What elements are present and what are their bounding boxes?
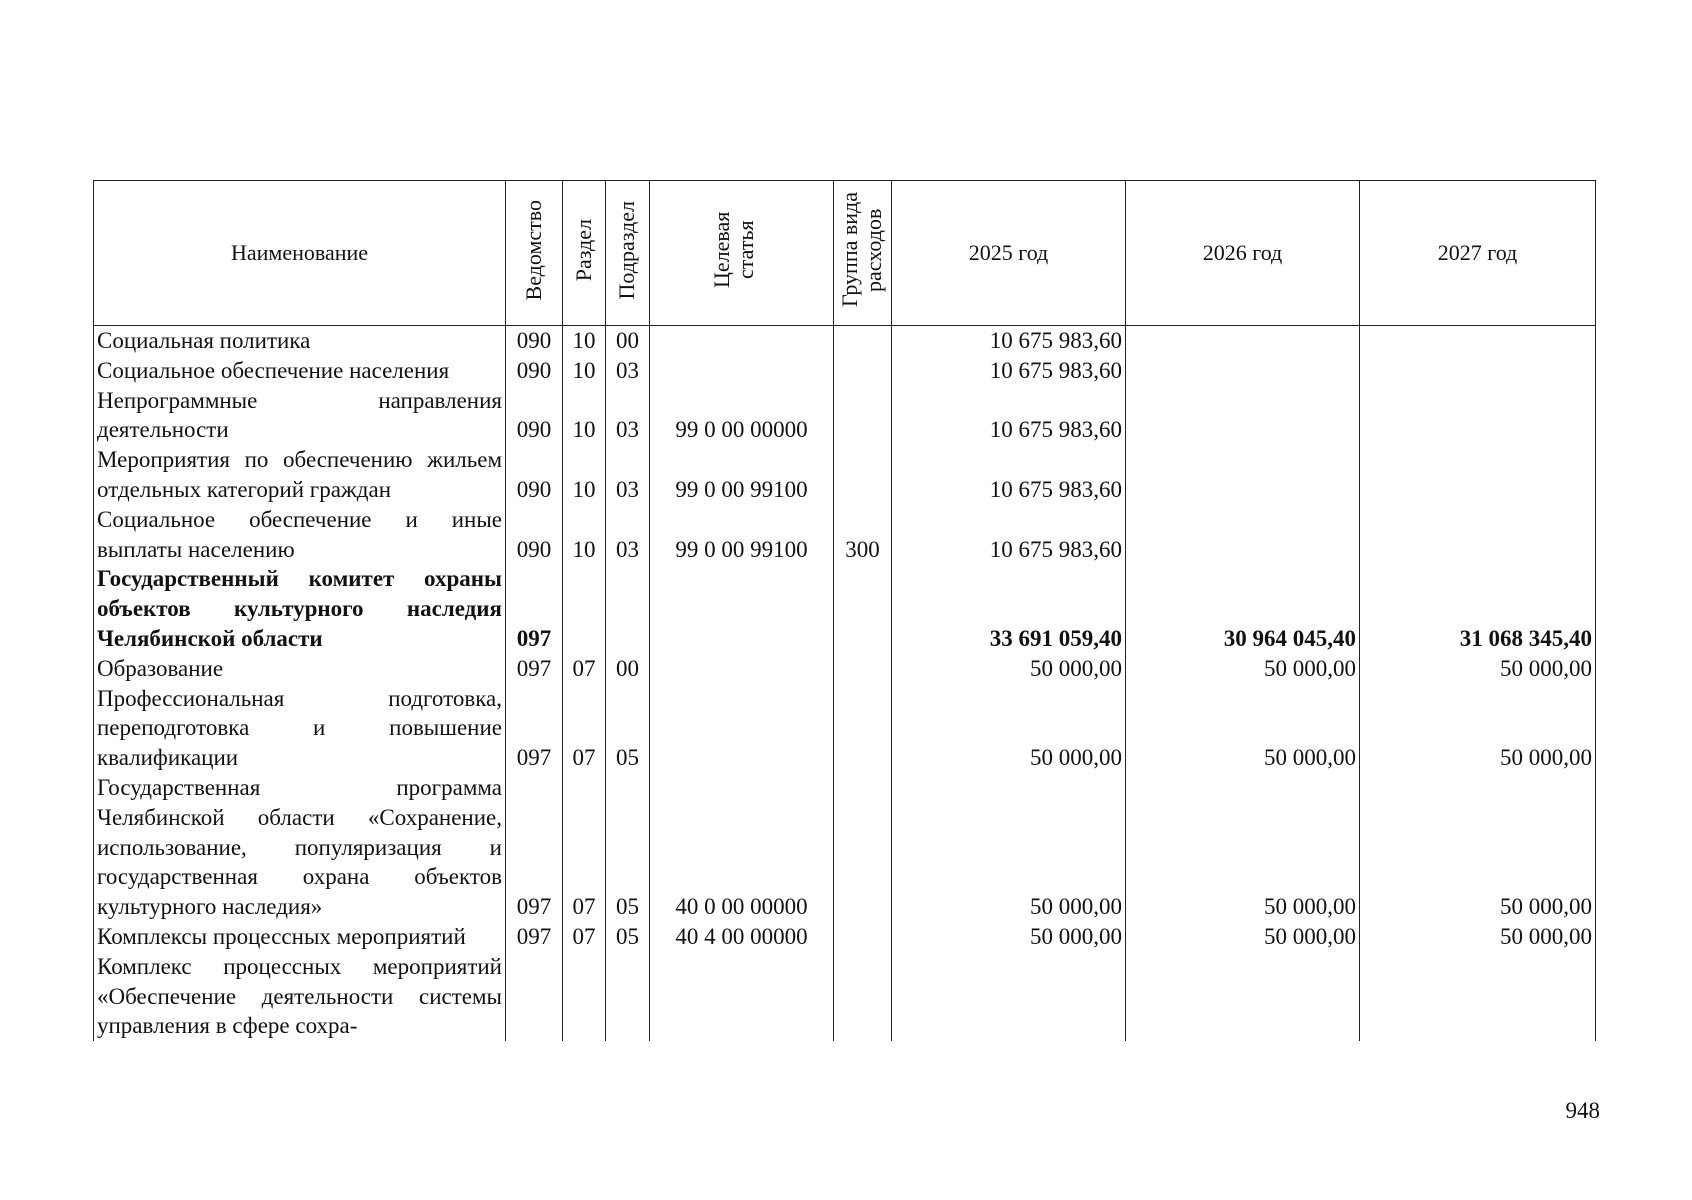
row-celevaya — [650, 684, 834, 773]
row-2025: 10 675 983,60 — [892, 326, 1126, 356]
row-razdel: 07 — [563, 773, 606, 922]
row-2026: 50 000,00 — [1126, 654, 1360, 684]
row-celevaya — [650, 952, 834, 1041]
row-podrazdel: 05 — [606, 922, 650, 952]
row-podrazdel: 03 — [606, 445, 650, 505]
row-name: Комплексы процессных мероприятий — [94, 922, 506, 952]
header-razdel: Раздел — [563, 181, 606, 326]
row-ved — [506, 952, 563, 1041]
table-row — [94, 445, 1596, 505]
row-razdel: 10 — [563, 356, 606, 386]
row-2027: 50 000,00 — [1360, 922, 1596, 952]
table-header-row — [94, 181, 1596, 326]
row-2025: 10 675 983,60 — [892, 505, 1126, 565]
row-2027 — [1360, 386, 1596, 446]
row-podrazdel — [606, 564, 650, 653]
row-ved: 097 — [506, 684, 563, 773]
header-celevaya: Целевая статья — [650, 181, 834, 326]
row-2026: 50 000,00 — [1126, 684, 1360, 773]
row-gruppa — [834, 773, 892, 922]
row-razdel: 07 — [563, 654, 606, 684]
row-razdel: 10 — [563, 445, 606, 505]
row-2026: 50 000,00 — [1126, 922, 1360, 952]
header-gruppa: Группа вида расходов — [834, 181, 892, 326]
row-2025: 10 675 983,60 — [892, 356, 1126, 386]
row-gruppa — [834, 952, 892, 1041]
row-2025: 50 000,00 — [892, 922, 1126, 952]
table-row — [94, 773, 1596, 922]
row-razdel: 07 — [563, 922, 606, 952]
row-2027 — [1360, 326, 1596, 356]
row-celevaya — [650, 564, 834, 653]
row-2027: 50 000,00 — [1360, 654, 1596, 684]
row-ved: 090 — [506, 326, 563, 356]
table-row — [94, 386, 1596, 446]
row-podrazdel: 00 — [606, 326, 650, 356]
row-gruppa — [834, 326, 892, 356]
budget-table — [93, 180, 1596, 1041]
row-ved: 090 — [506, 356, 563, 386]
row-2026: 30 964 045,40 — [1126, 564, 1360, 653]
table-row — [94, 684, 1596, 773]
row-2025: 10 675 983,60 — [892, 386, 1126, 446]
header-2027: 2027 год — [1360, 181, 1596, 326]
row-name: Мероприятия по обеспечению жильем отдельных категорий граждан — [94, 445, 506, 505]
row-2027 — [1360, 952, 1596, 1041]
header-2025: 2025 год — [892, 181, 1126, 326]
row-2025 — [892, 952, 1126, 1041]
row-gruppa — [834, 386, 892, 446]
row-2026 — [1126, 356, 1360, 386]
row-2026 — [1126, 326, 1360, 356]
row-2027: 50 000,00 — [1360, 684, 1596, 773]
header-podrazdel: Подраздел — [606, 181, 650, 326]
row-celevaya — [650, 356, 834, 386]
row-2027: 31 068 345,40 — [1360, 564, 1596, 653]
row-razdel: 10 — [563, 386, 606, 446]
row-podrazdel: 03 — [606, 505, 650, 565]
row-celevaya: 99 0 00 99100 — [650, 445, 834, 505]
header-2026: 2026 год — [1126, 181, 1360, 326]
table-row — [94, 654, 1596, 684]
row-gruppa — [834, 356, 892, 386]
row-name: Государственный комитет охраны объектов культурного наследия Челябинской области — [94, 564, 506, 653]
row-ved: 097 — [506, 564, 563, 653]
row-name: Государственная программа Челябинской области «Сохранение, использование, популяризация и государственная охрана объектов культурного наследия» — [94, 773, 506, 922]
row-gruppa: 300 — [834, 505, 892, 565]
row-ved: 090 — [506, 386, 563, 446]
row-gruppa — [834, 654, 892, 684]
row-2026 — [1126, 445, 1360, 505]
row-2027 — [1360, 356, 1596, 386]
row-podrazdel: 03 — [606, 386, 650, 446]
row-razdel — [563, 564, 606, 653]
row-2025: 50 000,00 — [892, 684, 1126, 773]
row-celevaya: 99 0 00 00000 — [650, 386, 834, 446]
row-2026 — [1126, 505, 1360, 565]
row-podrazdel: 05 — [606, 684, 650, 773]
row-razdel: 10 — [563, 326, 606, 356]
row-podrazdel: 05 — [606, 773, 650, 922]
row-name: Социальное обеспечение населения — [94, 356, 506, 386]
row-celevaya: 40 4 00 00000 — [650, 922, 834, 952]
row-2025: 33 691 059,40 — [892, 564, 1126, 653]
row-ved: 097 — [506, 773, 563, 922]
row-2026 — [1126, 386, 1360, 446]
row-gruppa — [834, 564, 892, 653]
row-name: Социальная политика — [94, 326, 506, 356]
row-2025: 50 000,00 — [892, 654, 1126, 684]
row-podrazdel: 00 — [606, 654, 650, 684]
row-gruppa — [834, 922, 892, 952]
row-gruppa — [834, 684, 892, 773]
row-2027 — [1360, 445, 1596, 505]
row-ved: 097 — [506, 654, 563, 684]
row-ved: 090 — [506, 505, 563, 565]
row-gruppa — [834, 445, 892, 505]
table-row — [94, 505, 1596, 565]
row-2025: 50 000,00 — [892, 773, 1126, 922]
table-row — [94, 564, 1596, 653]
row-name: Профессиональная подготовка, переподготовка и повышение квалификации — [94, 684, 506, 773]
row-2027 — [1360, 505, 1596, 565]
row-razdel — [563, 952, 606, 1041]
row-razdel: 07 — [563, 684, 606, 773]
table-row — [94, 952, 1596, 1041]
row-2027: 50 000,00 — [1360, 773, 1596, 922]
row-podrazdel — [606, 952, 650, 1041]
table-row — [94, 356, 1596, 386]
row-podrazdel: 03 — [606, 356, 650, 386]
row-celevaya: 99 0 00 99100 — [650, 505, 834, 565]
budget-table-sheet — [93, 180, 1595, 1041]
row-celevaya: 40 0 00 00000 — [650, 773, 834, 922]
row-2026 — [1126, 952, 1360, 1041]
row-razdel: 10 — [563, 505, 606, 565]
header-name: Наименование — [94, 181, 506, 326]
row-celevaya — [650, 654, 834, 684]
row-celevaya — [650, 326, 834, 356]
row-name: Комплекс процессных мероприятий «Обеспечение деятельности системы управления в сфере сохра- — [94, 952, 506, 1041]
header-ved: Ведомство — [506, 181, 563, 326]
row-name: Непрограммные направления деятельности — [94, 386, 506, 446]
row-ved: 097 — [506, 922, 563, 952]
row-name: Образование — [94, 654, 506, 684]
row-2026: 50 000,00 — [1126, 773, 1360, 922]
table-row — [94, 922, 1596, 952]
row-name: Социальное обеспечение и иные выплаты населению — [94, 505, 506, 565]
row-2025: 10 675 983,60 — [892, 445, 1126, 505]
row-ved: 090 — [506, 445, 563, 505]
table-row — [94, 326, 1596, 356]
page-number: 948 — [1565, 1098, 1600, 1123]
table-body — [94, 326, 1596, 1042]
